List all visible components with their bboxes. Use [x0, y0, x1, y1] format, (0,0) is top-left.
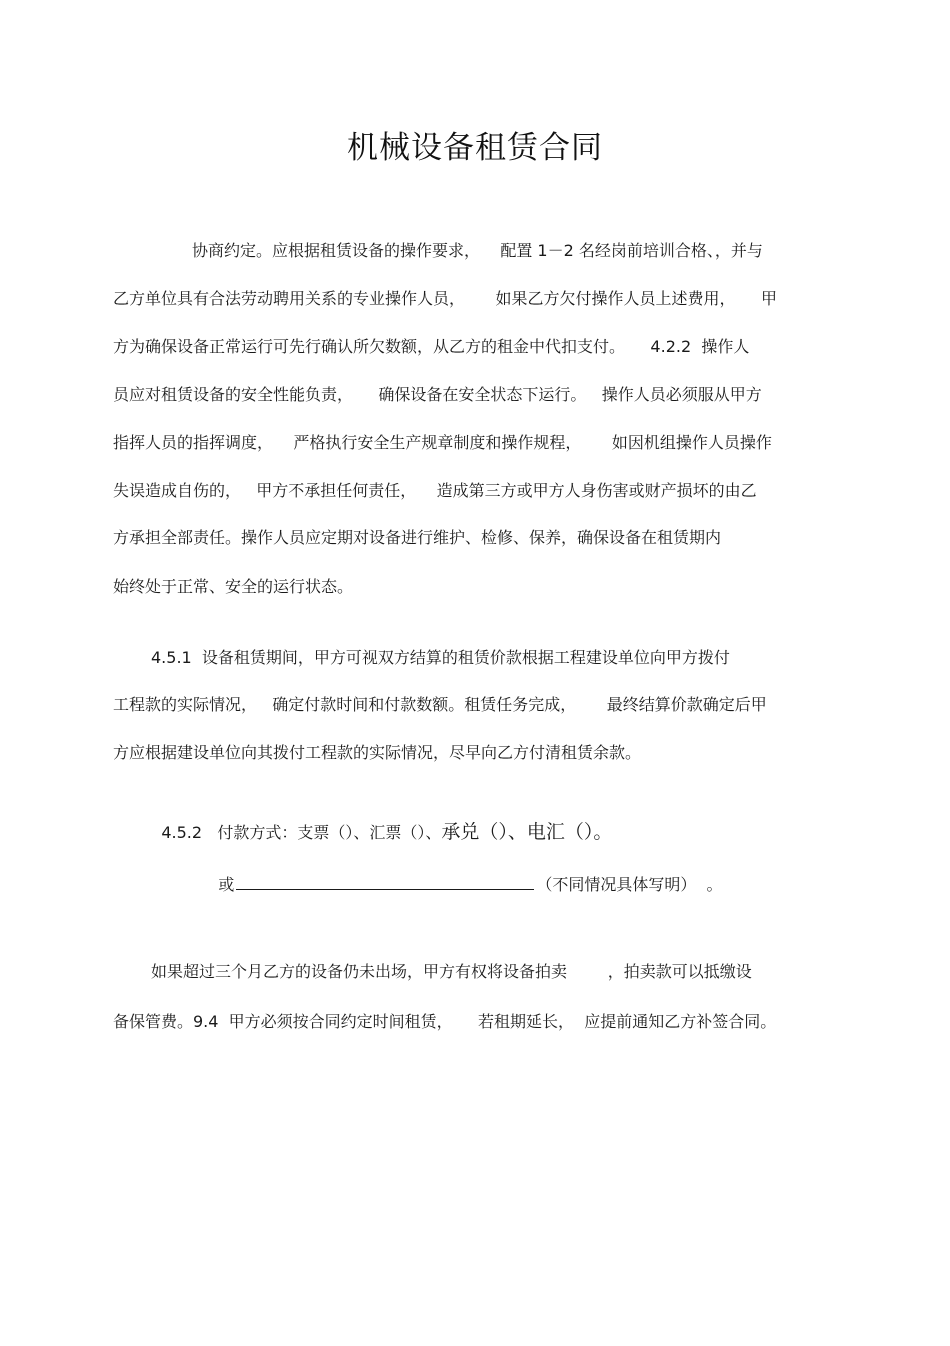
- payment-methods-text-large: 承兑（）、电汇（）。: [441, 821, 613, 843]
- fill-in-blank[interactable]: [236, 873, 534, 890]
- paragraph-line: 方承担全部责任。操作人员应定期对设备进行维护、检修、保养，确保设备在租赁期内: [113, 528, 722, 547]
- paragraph-line: 指挥人员的指挥调度， 严格执行安全生产规章制度和操作规程， 如因机组操作人员操作: [113, 433, 772, 452]
- alternative-payment-line: [198, 853, 723, 915]
- paragraph-line: 方为确保设备正常运行可先行确认所欠数额，从乙方的租金中代扣支付。 4.2.2 操作人: [113, 337, 750, 356]
- paragraph-line: 协商约定。应根据租赁设备的操作要求， 配置 1－2 名经岗前培训合格、，并与: [192, 241, 763, 260]
- paragraph-line: 始终处于正常、安全的运行状态。: [113, 577, 354, 596]
- paragraph-line: 方应根据建设单位向其拨付工程款的实际情况，尽早向乙方付清租赁余款。: [113, 743, 642, 762]
- payment-methods-text: 4.5.2 付款方式：支票（）、汇票（）、: [161, 823, 442, 842]
- paragraph-line: 如果超过三个月乙方的设备仍未出场，甲方有权将设备拍卖 ，拍卖款可以抵缴设: [151, 962, 752, 981]
- paragraph-line: 乙方单位具有合法劳动聘用关系的专业操作人员， 如果乙方欠付操作人员上述费用， 甲: [113, 289, 777, 308]
- alternative-suffix: （不同情况具体写明） 。: [536, 875, 723, 894]
- paragraph-line: 员应对租赁设备的安全性能负责， 确保设备在安全状态下运行。 操作人员必须服从甲方: [113, 385, 762, 404]
- paragraph-line: 备保管费。9.4 甲方必须按合同约定时间租赁， 若租期延长， 应提前通知乙方补签合同。: [113, 1012, 777, 1031]
- paragraph-line: 工程款的实际情况， 确定付款时间和付款数额。租赁任务完成， 最终结算价款确定后甲: [113, 695, 767, 714]
- alternative-prefix: 或: [218, 875, 235, 894]
- document-title: 机械设备租赁合同: [347, 130, 603, 166]
- paragraph-line: 失误造成自伤的， 甲方不承担任何责任， 造成第三方或甲方人身伤害或财产损坏的由乙: [113, 481, 757, 500]
- paragraph-line: 4.5.1 设备租赁期间，甲方可视双方结算的租赁价款根据工程建设单位向甲方拨付: [151, 648, 730, 667]
